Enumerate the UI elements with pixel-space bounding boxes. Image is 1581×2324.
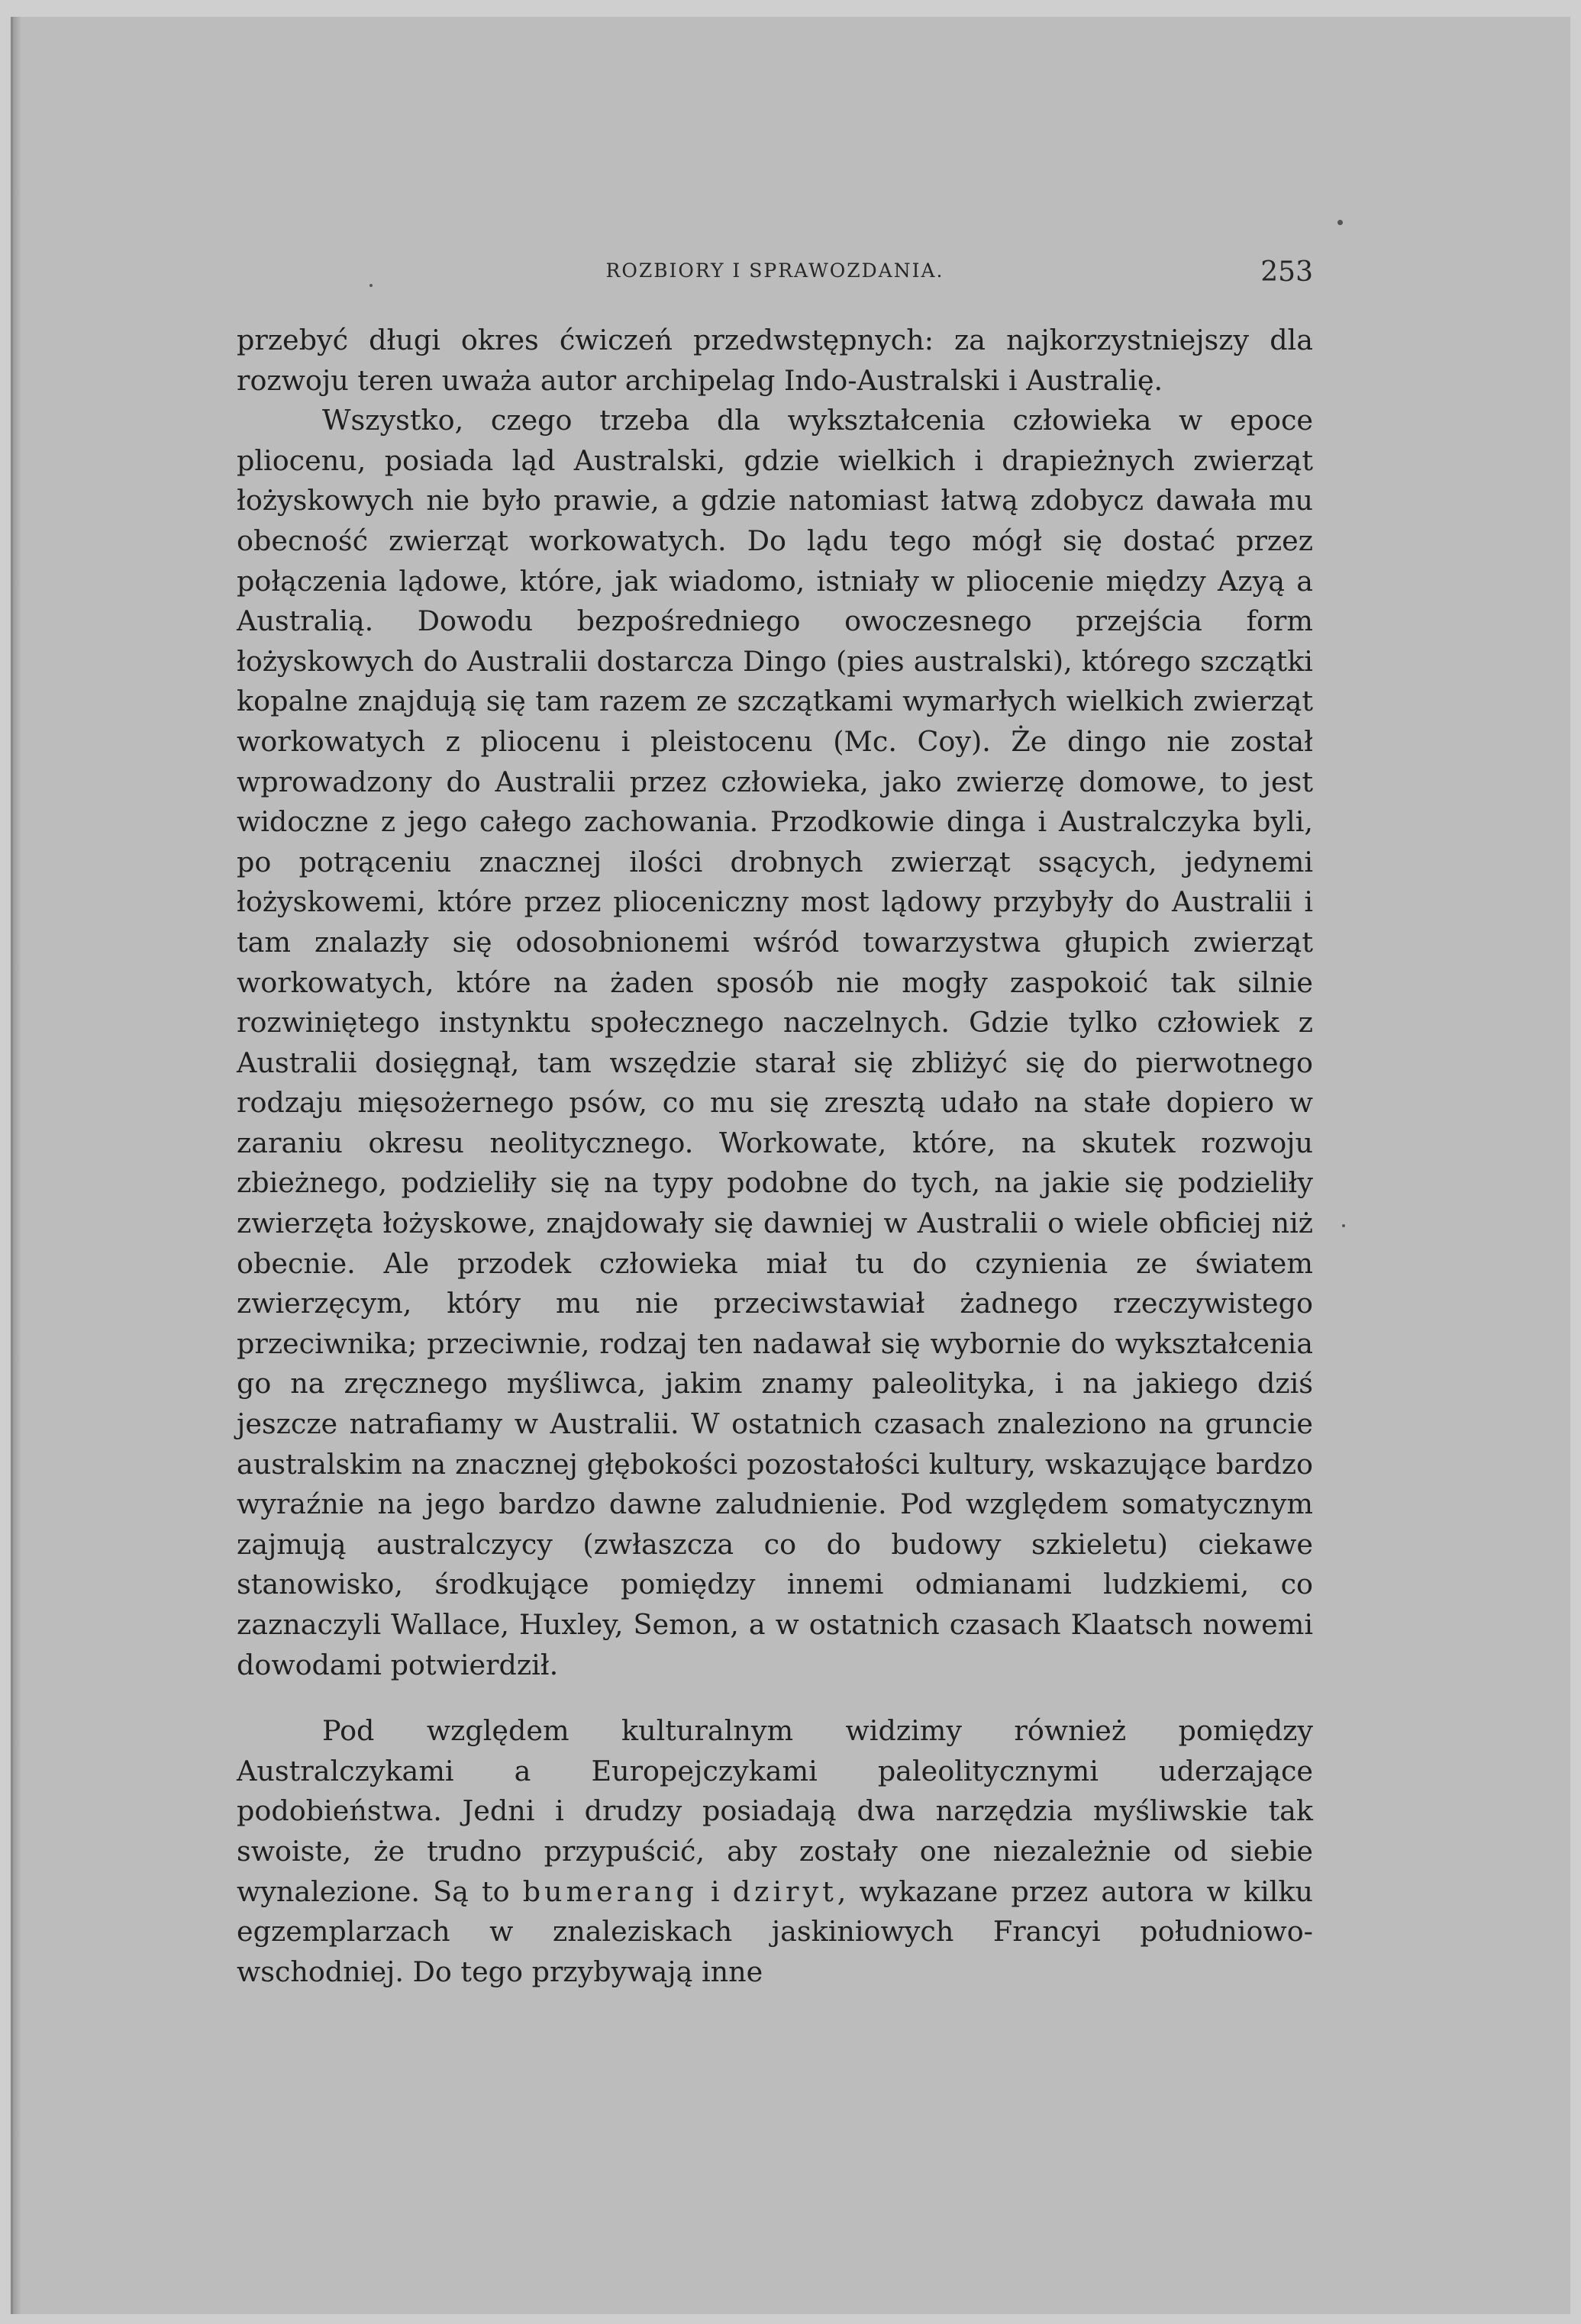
- scan-speck: [1337, 220, 1343, 225]
- term-dziryt: dziryt: [732, 1874, 837, 1908]
- conjunction: i: [710, 1874, 720, 1908]
- page-binding-shadow: [13, 17, 21, 2314]
- paragraph-australia: Wszystko, czego trzeba dla wykształcenia człowieka w epoce pliocenu, posiada ląd Australski, gdzie wielkich i drapieżnych zwierząt łożyskowych nie było prawie, a gdzie natomiast łatwą zdobycz dawała mu obecność zwierząt workowatych. Do lądu tego mógł się dostać przez połączenia lądowe, które, jak wiadomo, istniały w pliocenie między Azyą a Australią. Dowodu bezpośredniego owoczesnego przejścia form łożyskowych do Australii dostarcza Dingo (pies australski), którego szczątki kopalne znajdują się tam razem ze szczątkami wymarłych wielkich zwierząt workowatych z pliocenu i pleistocenu (Mc. Coy). Że dingo nie został wprowadzony do Australii przez człowieka, jako zwierzę domowe, to jest widoczne z jego całego zachowania. Przodkowie dinga i Australczyka byli, po potrąceniu znacznej ilości drobnych zwierząt ssących, jedynemi łożyskowemi, które przez plioceniczny most lądowy przybyły do Australii i tam znalazły się odosobnionemi wśród towarzystwa głupich zwierząt workowatych, które na żaden sposób nie mogły zaspokoić tak silnie rozwiniętego instynktu społecznego naczelnych. Gdzie tylko człowiek z Australii dosięgnął, tam wszędzie starał się zbliżyć się do pierwotnego rodzaju mięsożernego psów, co mu się zresztą udało na stałe dopiero w zaraniu okresu neolitycznego. Workowate, które, na skutek rozwoju zbieżnego, podzieliły się na typy podobne do tych, na jakie się podzieliły zwierzęta łożyskowe, znajdowały się dawniej w Australii o wiele obficiej niż obecnie. Ale przodek człowieka miał tu do czynienia ze światem zwierzęcym, który mu nie przeciwstawiał żadnego rzeczywistego przeciwnika; przeciwnie, rodzaj ten nadawał się wybornie do wykształcenia go na zręcznego myśliwca, jakim znamy paleolityka, i na jakiego dziś jeszcze natrafiamy w Australii. W ostatnich czasach znaleziono na gruncie australskim na znacznej głębokości pozostałości kultury, wskazujące bardzo wyraźnie na jego bardzo dawne zaludnienie. Pod względem somatycznym zajmują australczycy (zwłaszcza co do budowy szkieletu) ciekawe stanowisko, środkujące pomiędzy innemi odmianami ludzkiemi, co zaznaczyli Wallace, Huxley, Semon, a w ostatnich czasach Klaatsch nowemi dowodami potwierdził.: [237, 404, 1313, 1681]
- page-number: 253: [1260, 256, 1313, 288]
- paragraph-continued: przebyć długi okres ćwiczeń przedwstępnych: za najkorzystniejszy dla rozwoju teren uważa autor archipelag Indo-Australski i Australię.: [237, 324, 1313, 397]
- body-text: [237, 321, 1313, 1992]
- paragraph-culture-text-b: , wykazane przez autora w kilku egzemplarzach w znaleziskach jaskiniowych Francyi południowo-wschodniej. Do tego przybywają inne: [237, 1874, 1313, 1988]
- scan-speck: [1342, 1224, 1345, 1227]
- paragraph-culture: [237, 1711, 1313, 1992]
- scan-speck: [369, 284, 373, 287]
- paragraph-culture-text-a: Pod względem kulturalnym widzimy również pomiędzy Australczykami a Europejczykami paleolitycznymi uderzające podobieństwa. Jedni i drudzy posiadają dwa narzędzia myśliwskie tak swoiste, że trudno przypuścić, aby zostały one niezależnie od siebie wynalezione. Są to: [237, 1714, 1313, 1908]
- running-header: [237, 256, 1313, 287]
- term-bumerang: bumerang: [522, 1874, 698, 1908]
- running-title: ROZBIORY I SPRAWOZDANIA.: [605, 259, 944, 282]
